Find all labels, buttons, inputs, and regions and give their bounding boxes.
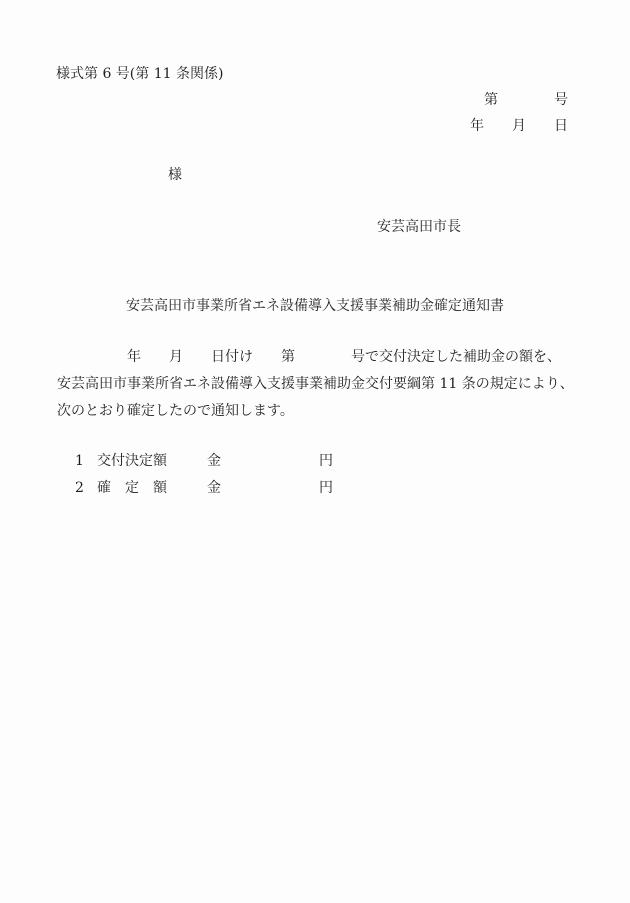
item-number: 2	[75, 480, 84, 496]
addressee-suffix: 様	[168, 167, 182, 183]
doc-number-placeholder: 第 号	[484, 92, 568, 108]
item-row-grant-decision	[75, 454, 333, 468]
item-amount-prefix: 金	[207, 480, 221, 496]
body-line-1: 年 月 日付け 第 号で交付決定した補助金の額を、	[57, 349, 561, 365]
date-placeholder: 年 月 日	[470, 118, 568, 134]
item-row-confirmed-amount	[75, 481, 333, 495]
item-amount-suffix: 円	[319, 480, 333, 496]
item-label: 確 定 額	[97, 480, 167, 496]
item-amount-suffix: 円	[319, 453, 333, 469]
sender-name: 安芸高田市長	[377, 219, 461, 235]
body-line-3: 次のとおり確定したので通知します。	[57, 403, 294, 419]
document-title: 安芸高田市事業所省エネ設備導入支援事業補助金確定通知書	[126, 298, 504, 314]
item-label: 交付決定額	[97, 453, 167, 469]
form-number: 様式第 6 号(第 11 条関係)	[56, 66, 224, 82]
item-amount-prefix: 金	[207, 453, 221, 469]
body-line-2: 安芸高田市事業所省エネ設備導入支援事業補助金交付要綱第 11 条の規定により、	[57, 376, 574, 392]
item-number: 1	[75, 453, 84, 469]
